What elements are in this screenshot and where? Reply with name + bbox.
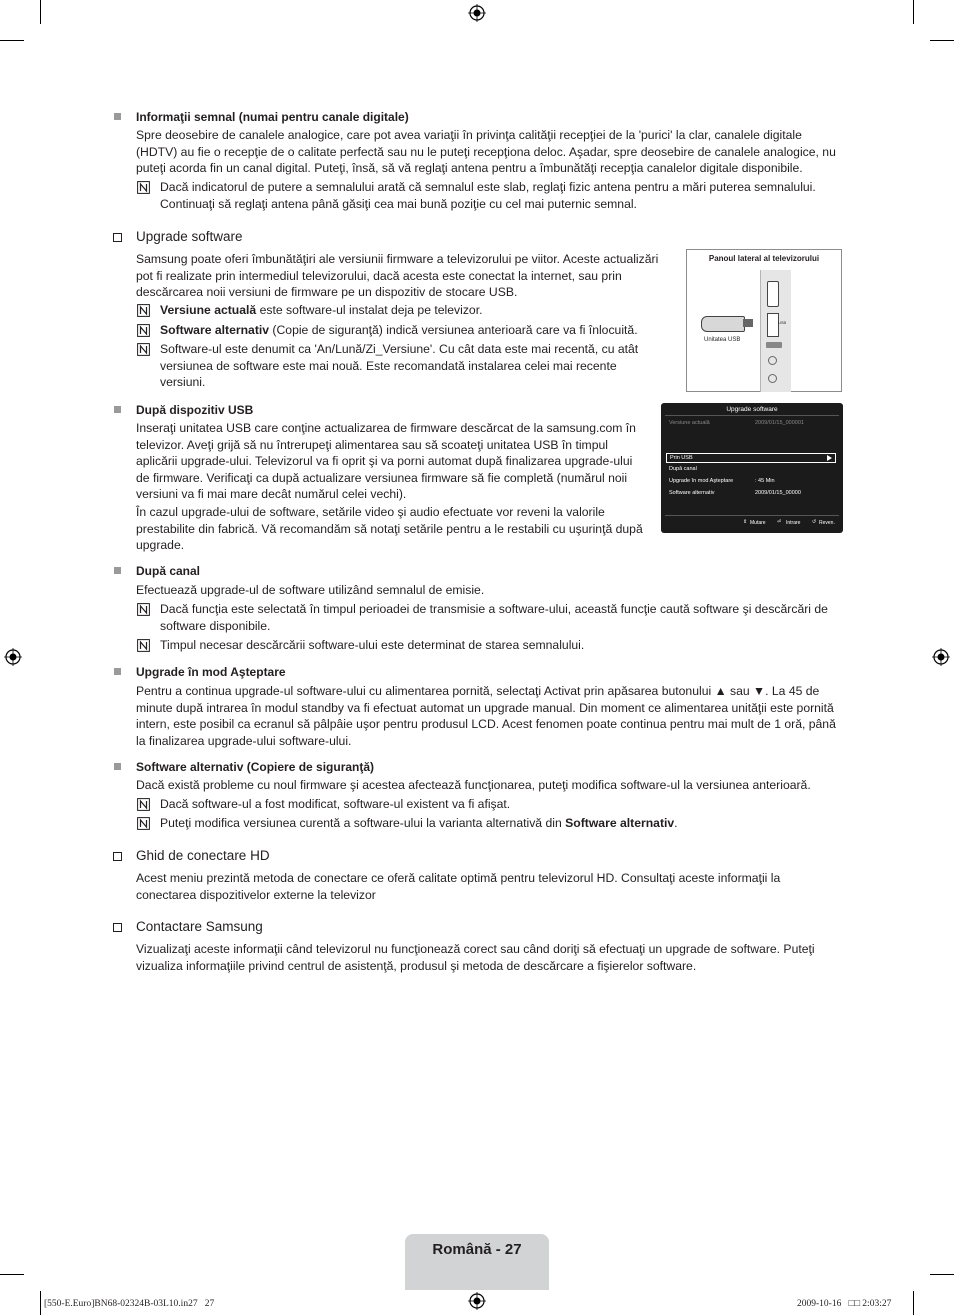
term: Software alternativ <box>160 323 270 337</box>
osd-menu-item[interactable]: Upgrade în mod Aşteptare <box>669 478 734 484</box>
osd-separator <box>665 415 839 416</box>
note-rest: (Copie de siguranţă) indică versiunea anterioară care va fi înlocuită. <box>269 323 638 337</box>
crop-mark <box>930 40 954 41</box>
usb-drive-label: Unitatea USB <box>704 337 741 343</box>
osd-current-label: Versiune actuală <box>669 420 710 426</box>
paragraph: Dacă există probleme cu noul firmware şi acestea afectează funcţionarea, puteţi modifica software-ul la versiunea anterioară. <box>136 778 811 792</box>
usb-port <box>767 313 779 337</box>
osd-menu-item[interactable]: Software alternativ <box>669 490 715 496</box>
registration-mark-icon <box>932 648 950 666</box>
crop-mark <box>0 1274 24 1275</box>
term: Software alternativ <box>565 816 675 830</box>
osd-hint-return: Reven. <box>819 520 835 526</box>
osd-hint-move: Mutare <box>750 520 766 526</box>
crop-mark <box>913 0 914 24</box>
play-arrow-icon <box>827 455 832 461</box>
note-text <box>160 322 656 339</box>
osd-item-label: Prin USB <box>670 455 693 461</box>
note-text: Dacă software-ul a fost modificat, software-ul existent va fi afişat. <box>160 797 511 811</box>
note-text: Dacă funcţia este selectată în timpul perioadei de transmisie a software-ului, această funcţie caută software şi descărcări de software disponibile. <box>160 602 828 633</box>
note-text: Dacă indicatorul de putere a semnalului arată că semnalul este slab, reglaţi fizic antena pentru a mări puterea semnalului. Continuaţi să reglaţi antena până găsiţi cea mai bună poziţie cu cel mai puternic semnal. <box>160 180 816 211</box>
square-bullet-icon <box>114 406 121 413</box>
crop-mark <box>0 40 24 41</box>
print-date: 2009-10-16 □□ 2:03:27 <box>797 1299 892 1309</box>
note-icon <box>137 639 150 652</box>
tv-side-panel-figure <box>686 249 842 392</box>
paragraph: Efectuează upgrade-ul de software utilizând semnalul de emisie. <box>136 583 485 597</box>
subsection-title: Upgrade în mod Aşteptare <box>136 665 286 679</box>
paragraph: Spre deosebire de canalele analogice, care pot avea variaţii în privinţa calităţii recepţiei de la 'purici' la clar, canalele digitale (HDTV) au fie o recepţie de o calitate perfectă sau nu le puteţi recepţiona deloc. Aşadar, spre deosebire de canalele analogice, nu puteţi acorda fin un canal digital. Puteţi, însă, să vă reglaţi antena pentru a îmbunătăţi recepţia canalelor digitale disponibile. <box>136 128 836 176</box>
square-bullet-icon <box>114 668 121 675</box>
paragraph: Samsung poate oferi îmbunătăţiri ale versiunii firmware a televizorului pe viitor. Aceste actualizări pot fi realizate prin intermediul televizorului, dacă acesta este conectat la internet, sau prin descărcarea noii versiuni de firmware pe un dispozitiv de stocare USB. <box>136 252 659 300</box>
paragraph: Pentru a continua upgrade-ul software-ului cu alimentarea pornită, selectaţi Activat prin apăsarea butonului ▲ sau ▼. La 45 de minute după intrarea în modul standby va fi efectuat automat un upgrade manual. Din moment ce alimentarea unităţii este pornită intern, este posibil ca ecranul să pâlpâie uşor pentru produsul LCD. Acest fenomen poate continua pentru mai mult de 1 oră, până la finalizarea upgrade-ului software-ului. <box>136 684 836 748</box>
usb-port-label: USB <box>778 320 787 325</box>
subsection-title: Software alternativ (Copiere de siguranţă) <box>136 760 375 774</box>
upgrade-software-osd-figure <box>661 403 843 533</box>
paragraph: În cazul upgrade-ului de software, setările video şi audio efectuate vor reveni la valorile prestabilite din fabrică. Vă recomandăm să notaţi setările pentru a le restabili cu uşurinţă după upgrade. <box>136 505 643 553</box>
subsection-title: Informaţii semnal (numai pentru canale digitale) <box>136 110 409 124</box>
page-number: Română - 27 <box>432 1241 522 1258</box>
usb-drive-connector <box>743 319 753 327</box>
crop-mark <box>930 1274 954 1275</box>
checkbox-bullet-icon <box>113 923 122 932</box>
osd-menu-item[interactable]: După canal <box>669 466 697 472</box>
note-icon <box>137 304 150 317</box>
section-heading: Contactare Samsung <box>136 919 263 934</box>
subsection-title: După dispozitiv USB <box>136 403 254 417</box>
registration-mark-icon <box>4 648 22 666</box>
usb-drive-icon <box>701 316 745 332</box>
crop-mark <box>40 1291 41 1315</box>
osd-item-value: 2009/01/15_00000 <box>755 490 801 496</box>
av-in-badge <box>766 342 782 348</box>
print-info: [550-E.Euro]BN68-02324B-03L10.in27 27 <box>44 1299 215 1309</box>
crop-mark <box>913 1291 914 1315</box>
square-bullet-icon <box>114 113 121 120</box>
osd-item-value: : 45 Min <box>755 478 775 484</box>
osd-hint-enter: Intrare <box>786 520 801 526</box>
note-icon <box>137 798 150 811</box>
note-icon <box>137 343 150 356</box>
figure-title: Panoul lateral al televizorului <box>708 254 820 263</box>
note-icon <box>137 324 150 337</box>
paragraph: Vizualizaţi aceste informaţii când televizorul nu funcţionează corect sau când doriţi să efectuaţi un upgrade de software. Puteţi vizualiza informaţiile privind centrul de asistenţă, produsul şi metoda de descărcare a fişierelor software. <box>136 942 815 973</box>
subsection-title: După canal <box>136 564 201 578</box>
square-bullet-icon <box>114 567 121 574</box>
checkbox-bullet-icon <box>113 233 122 242</box>
osd-current-value: 2009/01/15_000001 <box>755 420 804 426</box>
section-heading: Ghid de conectare HD <box>136 848 270 863</box>
osd-title: Upgrade software <box>726 406 778 413</box>
note-icon <box>137 817 150 830</box>
return-icon: ↺ <box>812 519 817 525</box>
note-text <box>160 815 842 832</box>
osd-separator <box>665 515 839 516</box>
registration-mark-icon <box>468 1292 486 1310</box>
note-text <box>160 302 656 319</box>
updown-icon: ⇕ <box>743 519 748 525</box>
paragraph: Acest meniu prezintă metoda de conectare ce oferă calitate optimă pentru televizorul HD. Consultaţi aceste informaţii la conectarea dispozitivelor externe la televizor <box>136 871 781 902</box>
note-text: Timpul necesar descărcării software-ului este determinat de starea semnalului. <box>160 638 585 652</box>
note-icon <box>137 603 150 616</box>
paragraph: Inseraţi unitatea USB care conţine actualizarea de firmware descărcat de la samsung.com în televizor. Aveţi grijă să nu întrerupeţi alimentarea sau să scoateţi unitatea USB în timpul aplicării upgrade-ului. Televizorul va fi oprit şi va porni automat după finalizarea upgrade-ului de firmware. Verificaţi ca după actualizare versiunea firmware să fie completă (numărul noii versiuni va fi mai mare decât numărul celei vechi). <box>136 421 636 502</box>
note-text: Software-ul este denumit ca 'An/Lună/Zi_Versiune'. Cu cât data este mai recentă, cu atât versiunea de software este mai nouă. Este recomandată instalarea celei mai recente versiuni. <box>160 342 639 390</box>
jack <box>768 374 777 383</box>
note-pre: Puteţi modifica versiunea curentă a software-ului la varianta alternativă din <box>160 816 566 830</box>
jack <box>768 356 777 365</box>
note-rest: este software-ul instalat deja pe televizor. <box>256 303 483 317</box>
section-heading: Upgrade software <box>136 229 243 244</box>
note-icon <box>137 181 150 194</box>
osd-menu-item-selected[interactable] <box>666 453 836 463</box>
checkbox-bullet-icon <box>113 852 122 861</box>
registration-mark-icon <box>468 4 486 22</box>
crop-mark <box>40 0 41 24</box>
note-post: . <box>674 816 678 830</box>
hdmi-port <box>767 281 779 307</box>
enter-icon: ⏎ <box>777 519 782 525</box>
page-number-tab <box>405 1234 549 1290</box>
term: Versiune actuală <box>160 303 257 317</box>
square-bullet-icon <box>114 763 121 770</box>
